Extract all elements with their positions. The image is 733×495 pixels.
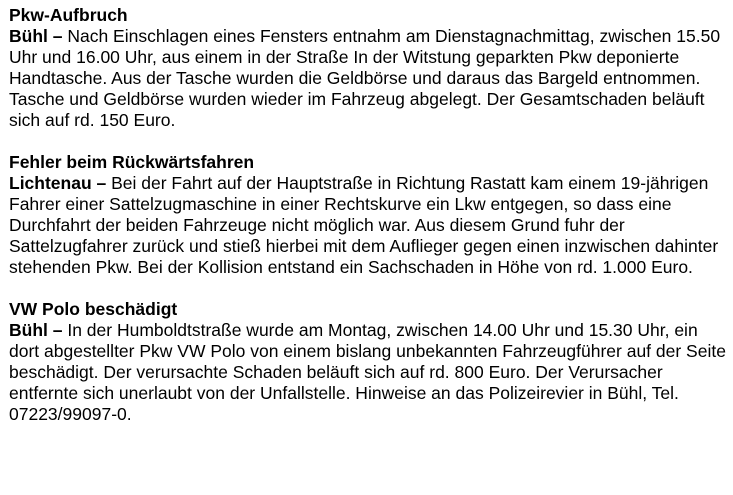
article-text: Nach Einschlagen eines Fensters entnahm am Dienstagnachmittag, zwischen 15.50 Uhr und 16.00 Uhr, aus einem in der Straße In der Witstung geparkten Pkw deponierte Handtasche. Aus der Tasche wurden die Geldbörse und daraus das Bargeld entnommen. Tasche und Geldbörse wurden wieder im Fahrzeug abgelegt. Der Gesamtschaden beläuft sich auf rd. 150 Euro. [9,26,721,130]
article-pkw-aufbruch [9,5,727,131]
article-text: Bei der Fahrt auf der Hauptstraße in Richtung Rastatt kam einem 19-jährigen Fahrer einer Sattelzugmaschine in einer Rechtskurve ein Lkw entgegen, so dass eine Durchfahrt der beiden Fahrzeuge nicht möglich war. Aus diesem Grund fuhr der Sattelzugfahrer zurück und stieß hierbei mit dem Auflieger gegen einen inzwischen dahinter stehenden Pkw. Bei der Kollision entstand ein Sachschaden in Höhe von rd. 1.000 Euro. [9,173,719,277]
article-location: Bühl – [9,320,63,340]
article-body [9,320,727,425]
article-body [9,26,727,131]
document-page [9,5,727,446]
article-headline: VW Polo beschädigt [9,299,178,319]
article-body [9,173,727,278]
article-location: Lichtenau – [9,173,107,193]
article-location: Bühl – [9,26,63,46]
article-vw-polo-beschaedigt [9,299,727,425]
article-fehler-beim-rueckwaertsfahren [9,152,727,278]
article-headline: Fehler beim Rückwärtsfahren [9,152,255,172]
article-headline: Pkw-Aufbruch [9,5,128,25]
article-text: In der Humboldtstraße wurde am Montag, zwischen 14.00 Uhr und 15.30 Uhr, ein dort abgestellter Pkw VW Polo von einem bislang unbekannten Fahrzeugführer auf der Seite beschädigt. Der verursachte Schaden beläuft sich auf rd. 800 Euro. Der Verursacher entfernte sich unerlaubt von der Unfallstelle. Hinweise an das Polizeirevier in Bühl, Tel. 07223/99097-0. [9,320,726,424]
